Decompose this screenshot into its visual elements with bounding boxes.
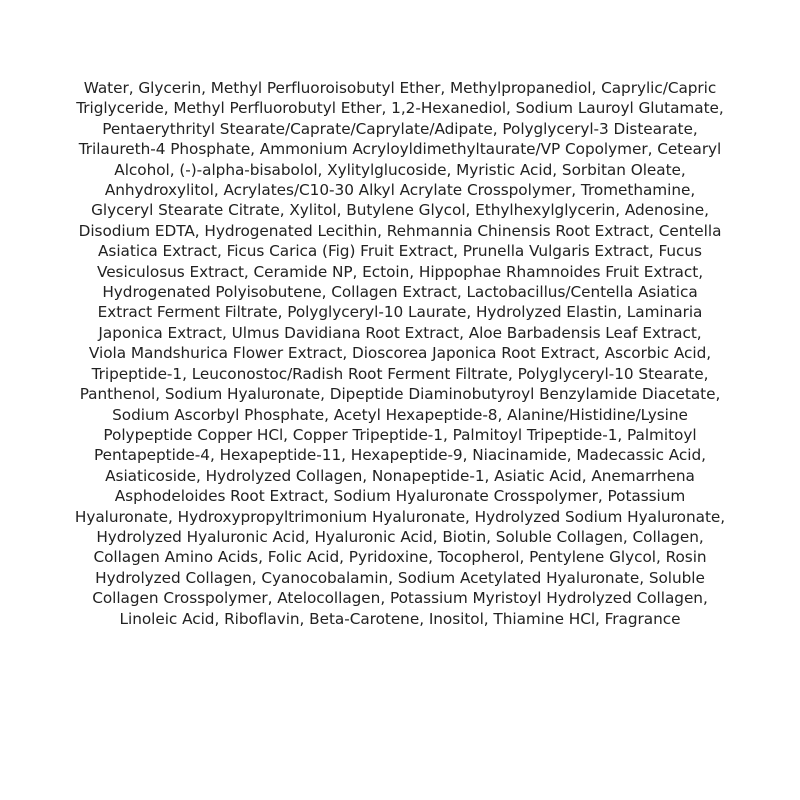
ingredients-list-text: Water, Glycerin, Methyl Perfluoroisobutyl Ether, Methylpropanediol, Caprylic/Capric Triglyceride, Methyl Perfluorobutyl Ether, 1,2-Hexanediol, Sodium Lauroyl Glutamate, Pentaerythrityl Stearate/Caprate/Caprylate/Adipate, Polyglyceryl-3 Distearate, Trilaureth-4 Phosphate, Ammonium Acryloyldimethyltaurate/VP Copolymer, Cetearyl Alcohol, (-)-alpha-bisabolol, Xylitylglucoside, Myristic Acid, Sorbitan Oleate, Anhydroxylitol, Acrylates/C10-30 Alkyl Acrylate Crosspolymer, Tromethamine, Glyceryl Stearate Citrate, Xylitol, Butylene Glycol, Ethylhexylglycerin, Adenosine, Disodium EDTA, Hydrogenated Lecithin, Rehmannia Chinensis Root Extract, Centella Asiatica Extract, Ficus Carica (Fig) Fruit Extract, Prunella Vulgaris Extract, Fucus Vesiculosus Extract, Ceramide NP, Ectoin, Hippophae Rhamnoides Fruit Extract, Hydrogenated Polyisobutene, Collagen Extract, Lactobacillus/Centella Asiatica Extract Ferment Filtrate, Polyglyceryl-10 Laurate, Hydrolyzed Elastin, Laminaria Japonica Extract, Ulmus Davidiana Root Extract, Aloe Barbadensis Leaf Extract, Viola Mandshurica Flower Extract, Dioscorea Japonica Root Extract, Ascorbic Acid, Tripeptide-1, Leuconostoc/Radish Root Ferment Filtrate, Polyglyceryl-10 Stearate, Panthenol, Sodium Hyaluronate, Dipeptide Diaminobutyroyl Benzylamide Diacetate, Sodium Ascorbyl Phosphate, Acetyl Hexapeptide-8, Alanine/Histidine/Lysine Polypeptide Copper HCl, Copper Tripeptide-1, Palmitoyl Tripeptide-1, Palmitoyl Pentapeptide-4, Hexapeptide-11, Hexapeptide-9, Niacinamide, Madecassic Acid, Asiaticoside, Hydrolyzed Collagen, Nonapeptide-1, Asiatic Acid, Anemarrhena Asphodeloides Root Extract, Sodium Hyaluronate Crosspolymer, Potassium Hyaluronate, Hydroxypropyltrimonium Hyaluronate, Hydrolyzed Sodium Hyaluronate, Hydrolyzed Hyaluronic Acid, Hyaluronic Acid, Biotin, Soluble Collagen, Collagen, Collagen Amino Acids, Folic Acid, Pyridoxine, Tocopherol, Pentylene Glycol, Rosin Hydrolyzed Collagen, Cyanocobalamin, Sodium Acetylated Hyaluronate, Soluble Collagen Crosspolymer, Atelocollagen, Potassium Myristoyl Hydrolyzed Collagen, Linoleic Acid, Riboflavin, Beta-Carotene, Inositol, Thiamine HCl, Fragrance [74, 79, 726, 628]
